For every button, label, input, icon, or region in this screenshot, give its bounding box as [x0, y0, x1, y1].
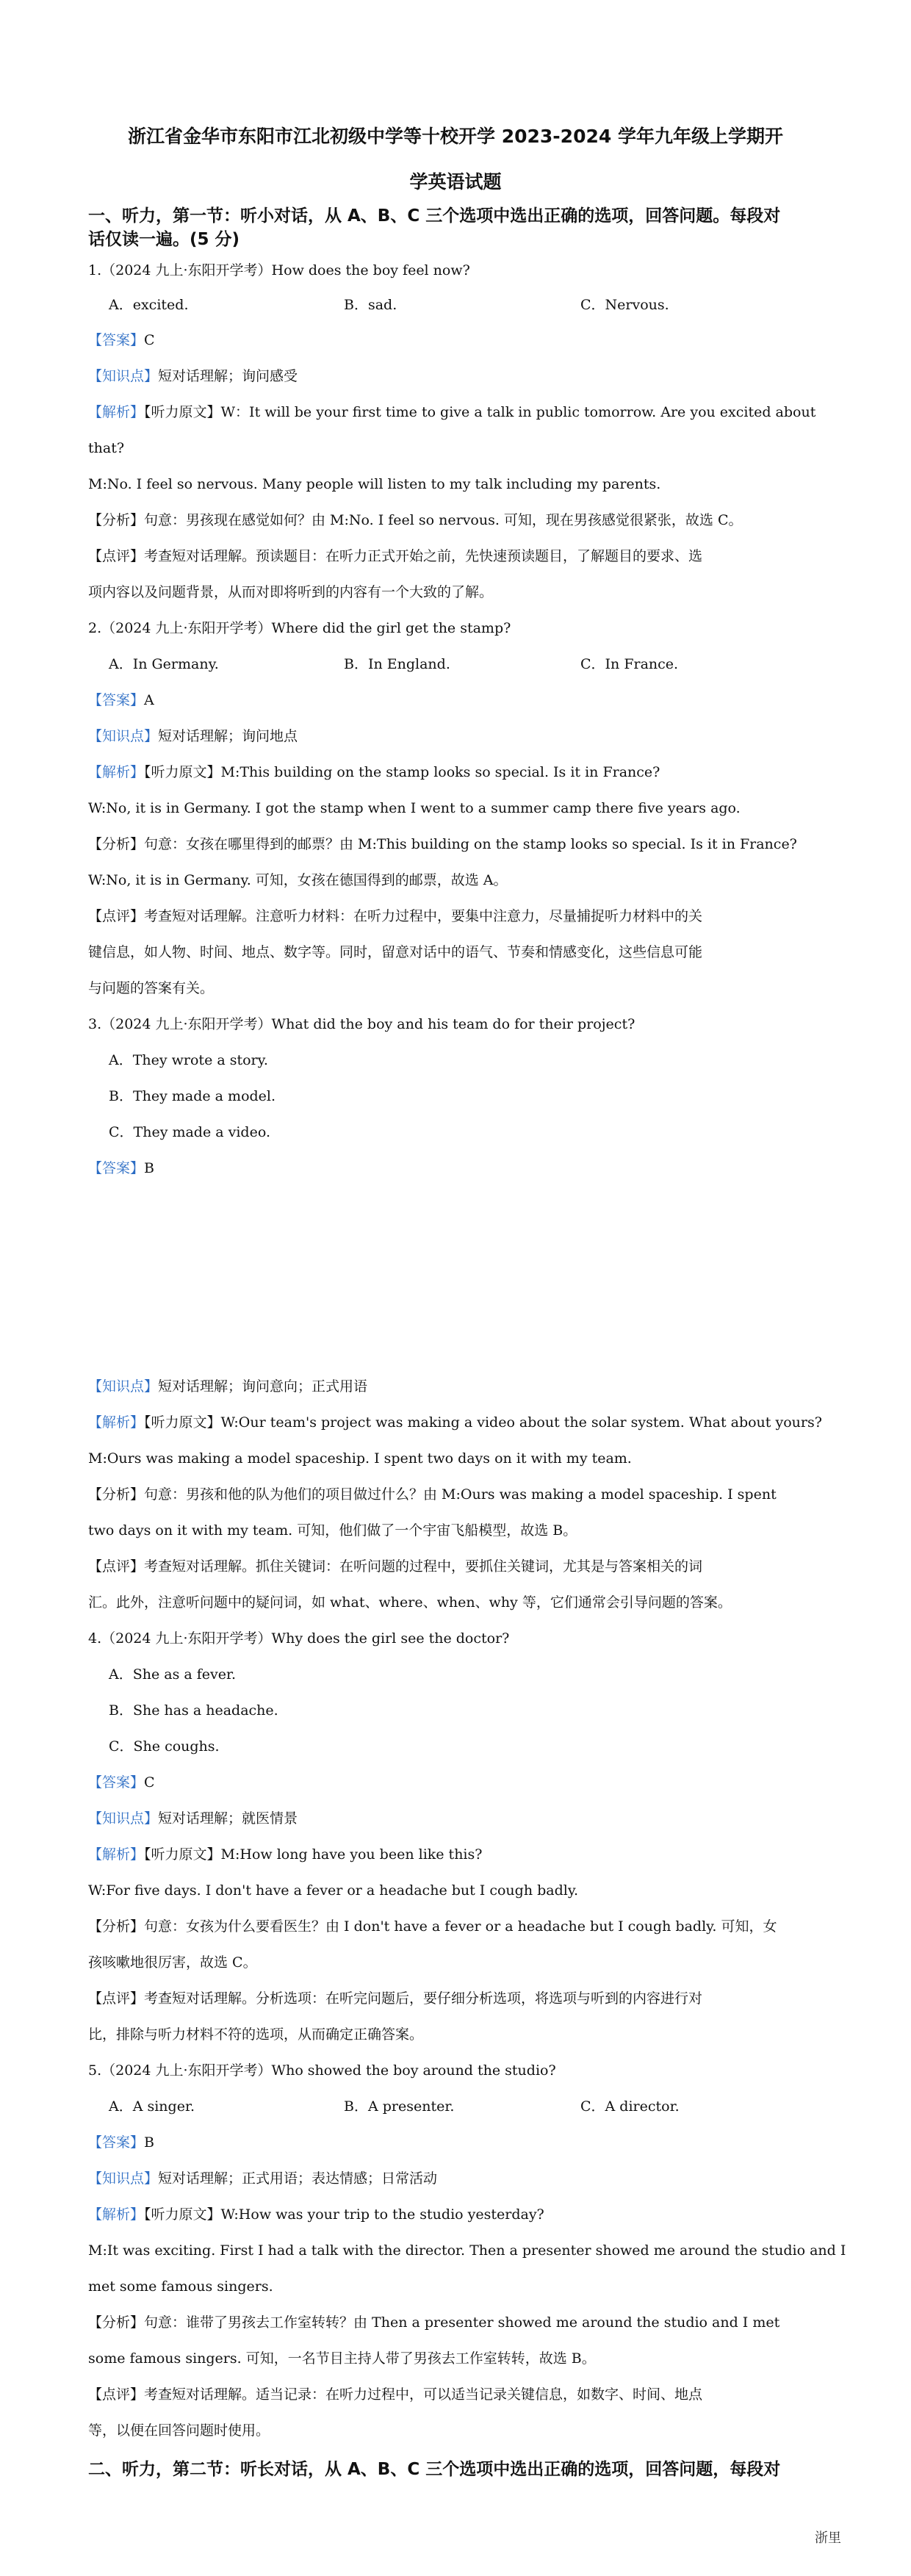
- q4-stem: 4.（2024 九上·东阳开学考）Why does the girl see the doctor?: [88, 1630, 510, 1647]
- q1-script-2: that?: [88, 440, 125, 456]
- q1-knowledge-text: 短对话理解；询问感受: [158, 368, 298, 384]
- q1-script-3: M:No. I feel so nervous. Many people will listen to my talk including my parents.: [88, 476, 661, 492]
- q5-option-c: C．A director.: [580, 2098, 680, 2115]
- comment-tag: 【点评】: [88, 1558, 145, 1575]
- q2-script-2: W:No, it is in Germany. I got the stamp when I went to a summer camp there five years ago.: [88, 800, 741, 816]
- q3-fenxi: [88, 1485, 830, 1504]
- q2-comment-2: 键信息，如人物、时间、地点、数字等。同时，留意对话中的语气、节奏和情感变化，这些信息可能: [88, 944, 703, 960]
- q4-fenxi-2: 孩咳嗽地很厉害，故选 C。: [88, 1954, 257, 1971]
- q1-option-a: A．excited.: [109, 297, 189, 313]
- q1-script-1: W：It will be your first time to give a talk in public tomorrow. Are you excited about: [220, 404, 816, 420]
- fenxi-tag: 【分析】: [88, 2314, 145, 2331]
- q5-fenxi-2: some famous singers. 可知，一名节目主持人带了男孩去工作室转转，故选 B。: [88, 2350, 596, 2367]
- fenxi-tag: 【分析】: [88, 512, 145, 528]
- q3-fenxi-1: 句意：男孩和他的队为他们的项目做过什么？由 M:Ours was making a model spaceship. I spent: [144, 1486, 777, 1503]
- listening-tag: 【听力原文】: [144, 404, 221, 420]
- analysis-tag: 【解析】: [88, 764, 145, 780]
- q4-fenxi: [88, 1917, 830, 1936]
- knowledge-tag: 【知识点】: [88, 1810, 159, 1827]
- q2-comment-3: 与问题的答案有关。: [88, 980, 215, 996]
- q4-option-a: A．She as a fever.: [109, 1666, 237, 1683]
- q1-comment-2: 项内容以及问题背景，从而对即将听到的内容有一个大致的了解。: [88, 584, 494, 600]
- q1-comment: [88, 547, 830, 566]
- comment-tag: 【点评】: [88, 548, 145, 564]
- q4-answer: [88, 1773, 830, 1792]
- document-title-line-2: 学英语试题: [409, 171, 502, 193]
- q3-script-2: M:Ours was making a model spaceship. I spent two days on it with my team.: [88, 1450, 632, 1467]
- q1-knowledge: [88, 367, 830, 386]
- q2-fenxi: [88, 835, 830, 854]
- q2-comment-1: 考查短对话理解。注意听力材料：在听力过程中，要集中注意力，尽量捕捉听力材料中的关: [144, 908, 703, 924]
- knowledge-tag: 【知识点】: [88, 1378, 159, 1395]
- q5-answer-value: B: [144, 2134, 154, 2151]
- fenxi-tag: 【分析】: [88, 836, 145, 852]
- q4-comment: [88, 1989, 830, 2008]
- q5-knowledge-text: 短对话理解；正式用语；表达情感；日常活动: [158, 2170, 438, 2187]
- listening-tag: 【听力原文】: [144, 764, 221, 780]
- q2-option-c: C．In France.: [580, 656, 679, 672]
- q5-fenxi: [88, 2313, 830, 2332]
- q4-answer-value: C: [144, 1774, 155, 1791]
- q5-comment-1: 考查短对话理解。适当记录：在听力过程中，可以适当记录关键信息，如数字、时间、地点: [144, 2386, 703, 2403]
- analysis-tag: 【解析】: [88, 2206, 145, 2223]
- q2-answer-value: A: [144, 692, 154, 708]
- q4-script-1: M:How long have you been like this?: [220, 1846, 483, 1863]
- q1-option-b: B．sad.: [344, 297, 397, 313]
- answer-tag: 【答案】: [88, 692, 145, 708]
- q5-analysis: [88, 2205, 830, 2224]
- fenxi-tag: 【分析】: [88, 1486, 145, 1503]
- q3-comment-2: 汇。此外，注意听问题中的疑问词，如 what、where、when、why 等，它们通常会引导问题的答案。: [88, 1594, 732, 1611]
- q2-analysis: [88, 763, 830, 782]
- q5-comment-2: 等，以便在回答问题时使用。: [88, 2422, 270, 2439]
- q2-answer: [88, 691, 830, 710]
- q3-knowledge: [88, 1377, 830, 1396]
- q5-option-a: A．A singer.: [109, 2098, 195, 2115]
- comment-tag: 【点评】: [88, 1990, 145, 2007]
- q4-comment-2: 比，排除与听力材料不符的选项，从而确定正确答案。: [88, 2026, 424, 2043]
- listening-tag: 【听力原文】: [144, 1846, 221, 1863]
- analysis-tag: 【解析】: [88, 1414, 145, 1431]
- listening-tag: 【听力原文】: [144, 1414, 221, 1431]
- q2-fenxi-1: 句意：女孩在哪里得到的邮票？由 M:This building on the stamp looks so special. Is it in France?: [144, 836, 797, 852]
- q4-fenxi-1: 句意：女孩为什么要看医生？由 I don't have a fever or a headache but I cough badly. 可知，女: [144, 1918, 777, 1935]
- q5-fenxi-1: 句意：谁带了男孩去工作室转转？由 Then a presenter showed me around the studio and I met: [144, 2314, 780, 2331]
- q2-comment: [88, 907, 830, 926]
- section-1-heading-line-1: 一、听力，第一节：听小对话，从 A、B、C 三个选项中选出正确的选项，回答问题。每段对: [88, 206, 781, 226]
- q3-knowledge-text: 短对话理解；询问意向；正式用语: [158, 1378, 368, 1395]
- q5-script-3: met some famous singers.: [88, 2278, 273, 2295]
- q1-stem: 1.（2024 九上·东阳开学考）How does the boy feel now?: [88, 262, 470, 278]
- q5-stem: 5.（2024 九上·东阳开学考）Who showed the boy around the studio?: [88, 2062, 556, 2079]
- q4-knowledge: [88, 1809, 830, 1828]
- q3-comment: [88, 1557, 830, 1576]
- document-title-line-1: 浙江省金华市东阳市江北初级中学等十校开学 2023-2024 学年九年级上学期开: [128, 126, 783, 147]
- q3-option-a: A．They wrote a story.: [109, 1052, 268, 1068]
- q1-option-c: C．Nervous.: [580, 297, 669, 313]
- q1-analysis: [88, 403, 830, 422]
- knowledge-tag: 【知识点】: [88, 368, 159, 384]
- q5-comment: [88, 2385, 830, 2404]
- section-1-heading-line-2: 话仅读一遍。(5 分): [88, 230, 240, 249]
- q2-option-b: B．In England.: [344, 656, 450, 672]
- q4-option-c: C．She coughs.: [109, 1738, 220, 1755]
- q1-comment-1: 考查短对话理解。预读题目：在听力正式开始之前，先快速预读题目，了解题目的要求、选: [144, 548, 703, 564]
- q5-knowledge: [88, 2169, 830, 2188]
- q1-fenxi: [88, 511, 830, 530]
- section-2-heading: 二、听力，第二节：听长对话，从 A、B、C 三个选项中选出正确的选项，回答问题，每段对: [88, 2460, 781, 2479]
- q1-answer: [88, 331, 830, 350]
- q4-analysis: [88, 1845, 830, 1864]
- q3-answer: [88, 1159, 830, 1178]
- q4-knowledge-text: 短对话理解；就医情景: [158, 1810, 298, 1827]
- q3-option-b: B．They made a model.: [109, 1088, 276, 1104]
- q5-script-1: W:How was your trip to the studio yesterday?: [220, 2206, 544, 2223]
- q5-option-b: B．A presenter.: [344, 2098, 455, 2115]
- footer-watermark: 浙里: [815, 2530, 841, 2546]
- q3-answer-value: B: [144, 1160, 154, 1176]
- q3-stem: 3.（2024 九上·东阳开学考）What did the boy and his team do for their project?: [88, 1016, 635, 1032]
- q5-answer: [88, 2133, 830, 2152]
- q1-fenxi-text: 句意：男孩现在感觉如何？由 M:No. I feel so nervous. 可知，现在男孩感觉很紧张，故选 C。: [144, 512, 743, 528]
- q3-comment-1: 考查短对话理解。抓住关键词：在听问题的过程中，要抓住关键词，尤其是与答案相关的词: [144, 1558, 703, 1575]
- knowledge-tag: 【知识点】: [88, 2170, 159, 2187]
- q2-knowledge-text: 短对话理解；询问地点: [158, 728, 298, 744]
- q3-analysis: [88, 1413, 830, 1432]
- answer-tag: 【答案】: [88, 1160, 145, 1176]
- q4-script-2: W:For five days. I don't have a fever or a headache but I cough badly.: [88, 1882, 579, 1899]
- q3-option-c: C．They made a video.: [109, 1124, 270, 1140]
- comment-tag: 【点评】: [88, 2386, 145, 2403]
- answer-tag: 【答案】: [88, 2134, 145, 2151]
- q4-comment-1: 考查短对话理解。分析选项：在听完问题后，要仔细分析选项，将选项与听到的内容进行对: [144, 1990, 703, 2007]
- listening-tag: 【听力原文】: [144, 2206, 221, 2223]
- q2-fenxi-2: W:No, it is in Germany. 可知，女孩在德国得到的邮票，故选 A。: [88, 872, 508, 888]
- analysis-tag: 【解析】: [88, 404, 145, 420]
- answer-tag: 【答案】: [88, 1774, 145, 1791]
- q1-answer-value: C: [144, 332, 155, 348]
- comment-tag: 【点评】: [88, 908, 145, 924]
- q2-stem: 2.（2024 九上·东阳开学考）Where did the girl get the stamp?: [88, 620, 511, 636]
- knowledge-tag: 【知识点】: [88, 728, 159, 744]
- analysis-tag: 【解析】: [88, 1846, 145, 1863]
- fenxi-tag: 【分析】: [88, 1918, 145, 1935]
- q2-option-a: A．In Germany.: [109, 656, 219, 672]
- answer-tag: 【答案】: [88, 332, 145, 348]
- q3-fenxi-2: two days on it with my team. 可知，他们做了一个宇宙飞船模型，故选 B。: [88, 1522, 577, 1539]
- q5-script-2: M:It was exciting. First I had a talk with the director. Then a presenter showed me around the studio and I: [88, 2242, 846, 2259]
- q4-option-b: B．She has a headache.: [109, 1702, 278, 1719]
- q2-script-1: M:This building on the stamp looks so special. Is it in France?: [220, 764, 660, 780]
- q3-script-1: W:Our team's project was making a video about the solar system. What about yours?: [220, 1414, 822, 1431]
- q2-knowledge: [88, 727, 830, 746]
